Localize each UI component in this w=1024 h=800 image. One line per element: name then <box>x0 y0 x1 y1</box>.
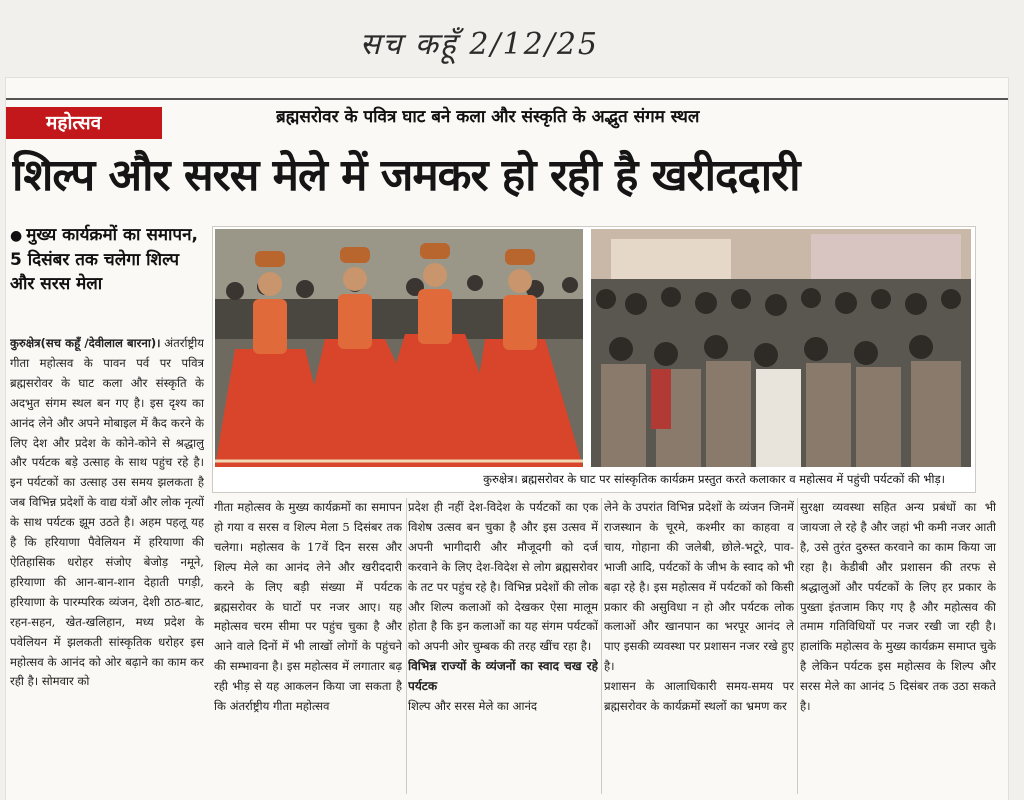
photo-crowd <box>591 229 971 467</box>
column-3-tail: शिल्प और सरस मेले का आनंद <box>408 699 538 714</box>
section-tag: महोत्सव <box>6 107 162 139</box>
top-rule <box>6 98 1008 100</box>
column-divider <box>601 498 602 794</box>
highlight-bullet: ● मुख्य कार्यक्रमों का समापन, 5 दिसंबर तक चलेगा शिल्प और सरस मेला <box>10 225 198 294</box>
handwritten-note: सच कहूँ 2/12/25 <box>360 27 600 62</box>
column-4-para-2: प्रशासन के आलाधिकारी समय-समय पर ब्रह्मसरोवर के कार्यक्रमों स्थलों का भ्रमण कर <box>604 679 794 714</box>
headline: शिल्प और सरस मेले में जमकर हो रही है खरीददारी <box>12 150 800 201</box>
photo-dancers <box>215 229 583 467</box>
column-3 <box>408 498 598 798</box>
column-1-text: अंतर्राष्ट्रीय गीता महोत्सव के पावन पर्व पर पवित्र ब्रह्मसरोवर के घाट कला और संस्कृति के अदभुत संगम स्थल बन गए है। इस दृश्य का आनंद लेने और अपने मोबाइल में कैद करने के लिए देश और प्रदेश के कोने-कोने से श्रद्धालु और पर्यटक बड़े उत्साह के साथ पहुंच रहे है। इन पर्यटकों का उत्साह उस समय झलकता है जब विभिन्न प्रदेशों के वाद्य यंत्रों और लोक नृत्यों के साथ पर्यटक झूम उठते है। अहम पहलू यह है कि हरियाणा पैवेलियन में हरियाणा की ऐतिहासिक धरोहर संजोए बेजोड़ नमूने, हरियाणा की आन-बान-शान देहाती पगड़ी, हरियाणा के पारम्परिक व्यंजन, देशी ठाठ-बाट, रहन-सहन, खेत-खलिहान, मध्य प्रदेश के पवेलियन में झलकती सांस्कृतिक धरोहर इस महोत्सव के आनंद को ओर बढ़ाने का काम कर रही है। सोमवार को <box>10 336 204 689</box>
kicker-line: ब्रह्मसरोवर के पवित्र घाट बने कला और संस्कृति के अद्भुत संगम स्थल <box>276 107 700 127</box>
photo-caption: कुरुक्षेत्र। ब्रह्मसरोवर के घाट पर सांस्कृतिक कार्यक्रम प्रस्तुत करते कलाकार व महोत्सव में पहुंची पर्यटकों की भीड़। <box>483 472 945 486</box>
dateline: कुरुक्षेत्र(सच कहूँ /देवीलाल बारना)। <box>10 336 161 350</box>
subheading: विभिन्न राज्यों के व्यंजनों का स्वाद चख रहे पर्यटक <box>408 659 598 694</box>
column-3-text: प्रदेश ही नहीं देश-विदेश के पर्यटकों का एक विशेष उत्सव बन चुका है और इस उत्सव में अपनी भागीदारी और मौजूदगी को दर्ज करवाने के लिए देश-विदेश से लोग ब्रह्मसरोवर के तट पर पहुंच रहे है। विभिन्न प्रदेशों की लोक और शिल्प कलाओं को देखकर ऐसा मालूम होता है कि इन कलाओं का यह संगम पर्यटकों को अपनी ओर चुम्बक की तरह खींच रहा है। <box>408 500 598 654</box>
newspaper-clipping <box>6 78 1008 800</box>
bullet-dot-icon: ● <box>10 228 23 244</box>
column-5: सुरक्षा व्यवस्था सहित अन्य प्रबंधों का भी जायजा ले रहे है और जहां भी कमी नजर आती है, उसे तुरंत दुरुस्त करवाने का काम किया जा रहा है। केडीबी और प्रशासन की तरफ से श्रद्धालुओं और पर्यटकों के लिए हर प्रकार के पुख्ता इंतजाम किए गए है और महोत्सव की तमाम गतिविधियों पर नजर रखी जा रही है। हालांकि महोत्सव के मुख्य कार्यक्रम समाप्त चुके है लेकिन पर्यटक इस महोत्सव के शिल्प और सरस मेले का आनंद 5 दिसंबर तक उठा सकते है। <box>800 500 996 714</box>
column-2: गीता महोत्सव के मुख्य कार्यक्रमों का समापन हो गया व सरस व शिल्प मेला 5 दिसंबर तक चलेगा। महोत्सव के 17वें दिन सरस और शिल्प मेले का आनंद लेने और खरीददारी करने के लिए बड़ी संख्या में पर्यटक ब्रह्मसरोवर के घाटों पर नजर आए। यह महोत्सव चरम सीमा पर पहुंच चुका है और आने वाले दिनों में भी लाखों लोगों के पहुंचने की सम्भावना है। इस महोत्सव में लगातार बढ़ रही भीड़ से यह आकलन किया जा सकता है कि अंतर्राष्ट्रीय गीता महोत्सव <box>214 500 402 714</box>
photo-block <box>212 226 976 493</box>
column-divider <box>797 498 798 794</box>
column-1 <box>10 334 204 798</box>
column-4 <box>604 498 794 798</box>
column-4-text: लेने के उपरांत विभिन्न प्रदेशों के व्यंजन जिनमें राजस्थान के चूरमे, कश्मीर का काहवा व चाय, गोहाना की जलेबी, छोले-भटूरे, पाव-भाजी आदि, पर्यटकों के जीभ के स्वाद को भी बढ़ा रहे है। इस महोत्सव में पर्यटकों को किसी प्रकार की असुविधा न हो और पर्यटक लोक कलाओं और खानपान का भरपूर आनंद ले पाए इसकी व्यवस्था पर प्रशासन नजर रखे हुए है। <box>604 500 794 674</box>
column-divider <box>406 498 407 794</box>
